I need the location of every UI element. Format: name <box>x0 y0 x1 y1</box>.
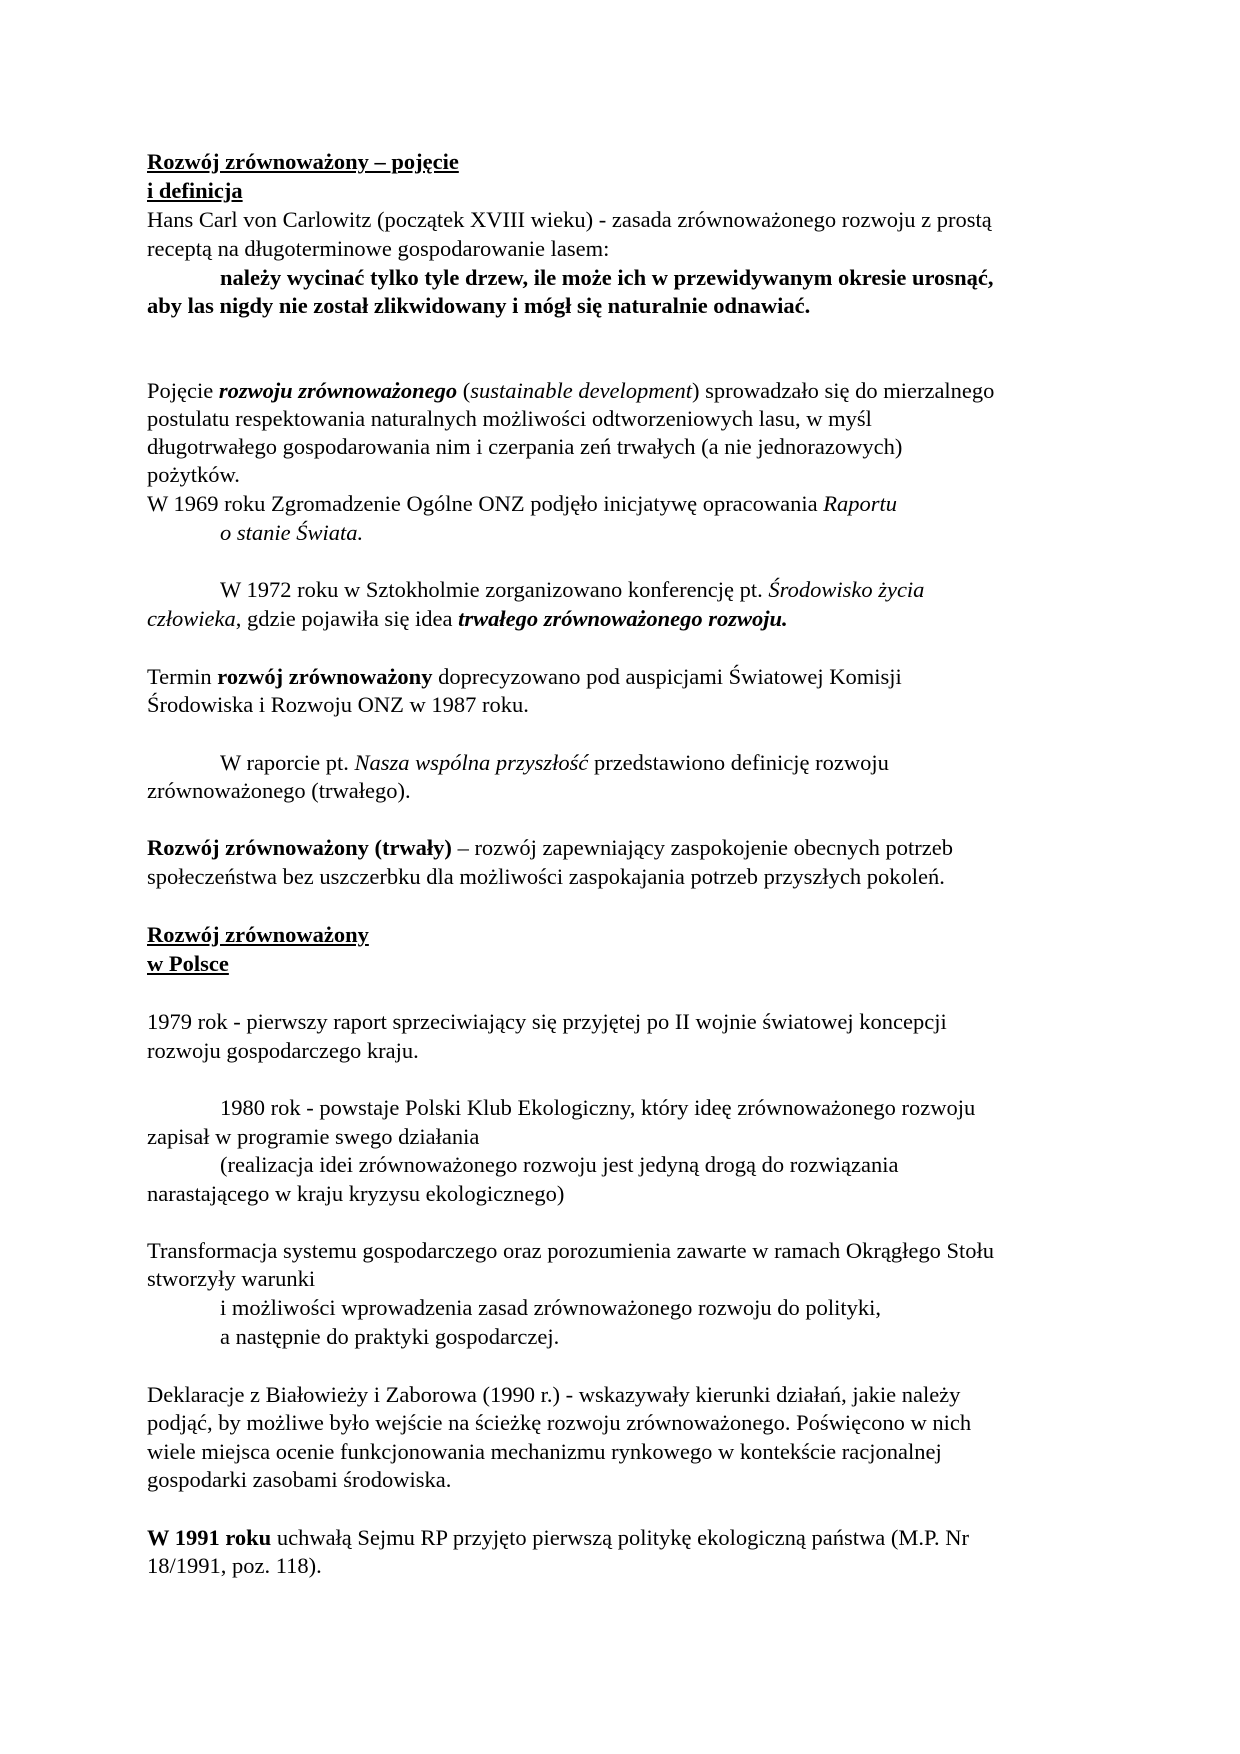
paragraph-line <box>147 663 902 691</box>
text-run: uchwałą Sejmu RP przyjęto pierwszą politykę ekologiczną państwa (M.P. Nr <box>271 1525 969 1550</box>
paragraph-line: narastającego w kraju kryzysu ekologicznego) <box>147 1181 565 1206</box>
text-run: W 1969 roku Zgromadzenie Ogólne ONZ podjęło inicjatywę opracowania <box>147 491 824 516</box>
paragraph-line: 1979 rok - pierwszy raport sprzeciwiający się przyjętej po II wojnie światowej koncepcji <box>147 1009 947 1034</box>
paragraph-line: 1980 rok - powstaje Polski Klub Ekologiczny, który ideę zrównoważonego rozwoju <box>220 1095 976 1120</box>
conference-title-cont: człowieka <box>147 606 236 631</box>
paragraph-line: (realizacja idei zrównoważonego rozwoju jest jedyną drogą do rozwiązania <box>220 1152 899 1177</box>
paragraph-line: podjąć, by możliwe było wejście na ścieżkę rozwoju zrównoważonego. Poświęcono w nich <box>147 1410 972 1435</box>
paragraph-line <box>220 576 924 604</box>
quote-line: należy wycinać tylko tyle drzew, ile może ich w przewidywanym okresie urosnąć, <box>220 265 994 290</box>
text-run: , gdzie pojawiła się idea <box>235 606 459 631</box>
text-run: ( <box>457 378 471 403</box>
paragraph-line: długotrwałego gospodarowania nim i czerpania zeń trwałych (a nie jednorazowych) <box>147 434 903 459</box>
emphasis-term: W 1991 roku <box>147 1525 272 1550</box>
paragraph-line: Hans Carl von Carlowitz (początek XVIII wieku) - zasada zrównoważonego rozwoju z prostą <box>147 207 992 232</box>
quote-line: aby las nigdy nie został zlikwidowany i mógł się naturalnie odnawiać. <box>147 293 811 318</box>
paragraph-line: rozwoju gospodarczego kraju. <box>147 1038 419 1063</box>
paragraph-line: i możliwości wprowadzenia zasad zrównoważonego rozwoju do polityki, <box>220 1295 882 1320</box>
paragraph-line: Środowiska i Rozwoju ONZ w 1987 roku. <box>147 692 529 717</box>
report-title: Raportu <box>823 491 898 516</box>
paragraph-line: Deklaracje z Białowieży i Zaborowa (1990 r.) - wskazywały kierunki działań, jakie należy <box>147 1382 961 1407</box>
paragraph-line <box>220 749 889 777</box>
paragraph-line: pożytków. <box>147 462 240 487</box>
paragraph-line: społeczeństwa bez uszczerbku dla możliwości zaspokajania potrzeb przyszłych pokoleń. <box>147 864 945 889</box>
emphasis-term: rozwoju zrównoważonego <box>218 378 458 403</box>
paragraph-line: zapisał w programie swego działania <box>147 1124 480 1149</box>
paragraph-line: zrównoważonego (trwałego). <box>147 778 411 803</box>
report-title-cont: o stanie Świata. <box>220 520 364 545</box>
paragraph-line: stworzyły warunki <box>147 1266 316 1291</box>
text-run: Termin <box>147 664 218 689</box>
section-heading: Rozwój zrównoważony – pojęcie <box>147 149 459 174</box>
paragraph-line <box>147 1524 969 1552</box>
paragraph-line: a następnie do praktyki gospodarczej. <box>220 1324 560 1349</box>
paragraph-line: gospodarki zasobami środowiska. <box>147 1467 452 1492</box>
paragraph-line <box>147 377 994 405</box>
text-run: W 1972 roku w Sztokholmie zorganizowano konferencję pt. <box>220 577 769 602</box>
section-heading: Rozwój zrównoważony <box>147 922 369 947</box>
paragraph-line: wiele miejsca ocenie funkcjonowania mechanizmu rynkowego w kontekście racjonalnej <box>147 1439 942 1464</box>
emphasis-term: rozwój zrównoważony <box>217 664 433 689</box>
text-run: doprecyzowano pod auspicjami Światowej Komisji <box>432 664 902 689</box>
definition-term: Rozwój zrównoważony (trwały) <box>147 835 452 860</box>
paragraph-line: Transformacja systemu gospodarczego oraz porozumienia zawarte w ramach Okrągłego Stołu <box>147 1238 995 1263</box>
paragraph-line: receptą na długoterminowe gospodarowanie lasem: <box>147 236 610 261</box>
report-title: Nasza wspólna przyszłość <box>354 750 589 775</box>
text-run: przedstawiono definicję rozwoju <box>588 750 889 775</box>
text-run: ) sprowadzało się do mierzalnego <box>692 378 995 403</box>
text-run: Pojęcie <box>147 378 219 403</box>
paragraph-line <box>147 605 788 633</box>
section-heading-cont: w Polsce <box>147 951 229 976</box>
emphasis-term: trwałego zrównoważonego rozwoju. <box>458 606 788 631</box>
paragraph-line <box>147 490 897 518</box>
text-run: W raporcie pt. <box>220 750 355 775</box>
text-run: – rozwój zapewniający zaspokojenie obecnych potrzeb <box>451 835 953 860</box>
paragraph-line <box>147 834 953 862</box>
section-heading-cont: i definicja <box>147 178 243 203</box>
paragraph-line: 18/1991, poz. 118). <box>147 1553 322 1578</box>
conference-title: Środowisko życia <box>768 577 925 602</box>
english-term: sustainable development <box>470 378 693 403</box>
paragraph-line: postulatu respektowania naturalnych możliwości odtworzeniowych lasu, w myśl <box>147 406 872 431</box>
